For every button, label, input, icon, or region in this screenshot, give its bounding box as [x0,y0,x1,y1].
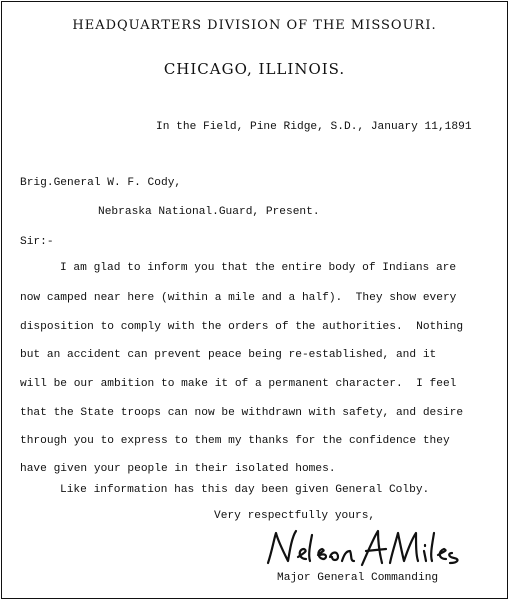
body-line: have given your people in their isolated homes. [20,463,336,475]
body-line: that the State troops can now be withdrawn with safety, and desire [20,407,464,419]
body-line: will be our ambition to make it of a permanent character. I feel [20,378,457,390]
body-line: I am glad to inform you that the entire body of Indians are [60,262,457,274]
signatory-title: Major General Commanding [277,572,439,584]
closing: Very respectfully yours, [214,510,376,522]
body-line: through you to express to them my thanks for the confidence they [20,435,450,447]
body-line: but an accident can prevent peace being re-established, and it [20,349,437,361]
body-line: disposition to comply with the orders of the authorities. Nothing [20,321,464,333]
salutation: Sir:- [20,236,54,248]
recipient-name: Brig.General W. F. Cody, [20,177,182,189]
body-line: now camped near here (within a mile and a half). They show every [20,292,457,304]
body-line: Like information has this day been given General Colby. [60,484,430,496]
letterhead-title: HEADQUARTERS DIVISION OF THE MISSOURI. [72,18,437,33]
signature-image [262,527,472,571]
recipient-unit: Nebraska National.Guard, Present. [98,206,320,218]
letterhead-location: CHICAGO, ILLINOIS. [163,60,346,78]
dateline: In the Field, Pine Ridge, S.D., January 11,1891 [156,121,472,133]
